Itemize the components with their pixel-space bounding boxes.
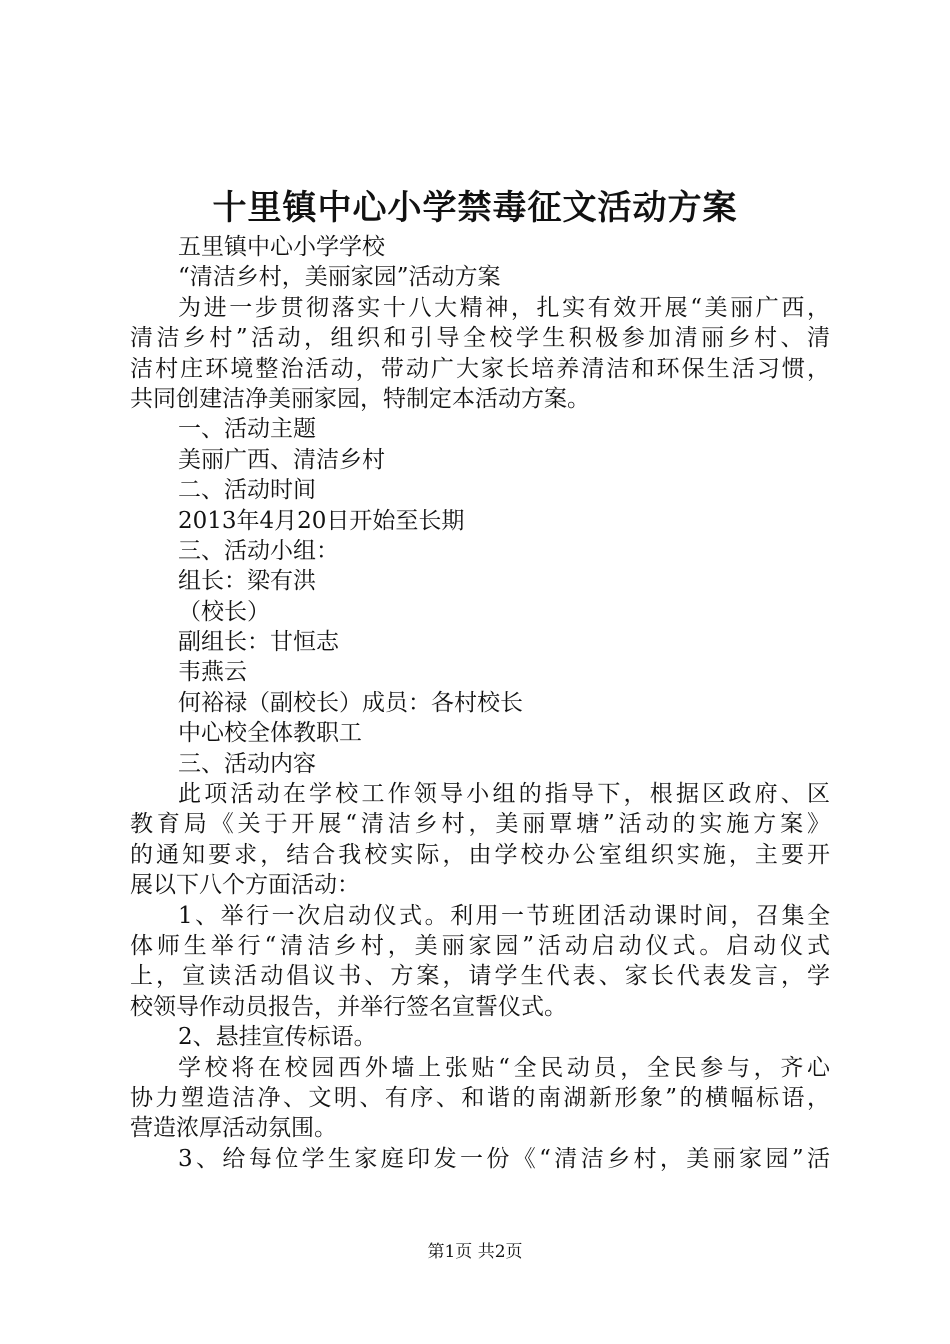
text-line: 何裕禄（副校长）成员：各村校长 bbox=[178, 689, 523, 716]
text-line: 体师生举行“清洁乡村，美丽家园”活动启动仪式。启动仪式 bbox=[130, 932, 830, 959]
text-line: 的通知要求，结合我校实际，由学校办公室组织实施，主要开 bbox=[130, 841, 830, 868]
text-line: 韦燕云 bbox=[178, 659, 247, 686]
text-line: 组长：梁有洪 bbox=[178, 568, 316, 595]
text-line: 协力塑造洁净、文明、有序、和谐的南湖新形象”的横幅标语， bbox=[130, 1084, 830, 1111]
text-line: （校长） bbox=[178, 598, 270, 625]
text-line: 美丽广西、清洁乡村 bbox=[178, 446, 385, 473]
text-line: 学校将在校园西外墙上张贴“全民动员，全民参与，齐心 bbox=[178, 1054, 830, 1081]
text-line: 3、给每位学生家庭印发一份《“清洁乡村，美丽家园”活 bbox=[178, 1145, 830, 1172]
text-line: 一、活动主题 bbox=[178, 416, 316, 443]
text-line: 为进一步贯彻落实十八大精神，扎实有效开展“美丽广西， bbox=[178, 294, 830, 321]
page-footer: 第1页 共2页 bbox=[427, 1242, 523, 1262]
document-body bbox=[130, 232, 830, 1174]
document-title: 十里镇中心小学禁毒征文活动方案 bbox=[212, 188, 738, 228]
text-line: 1、举行一次启动仪式。利用一节班团活动课时间，召集全 bbox=[178, 902, 830, 929]
text-line: 营造浓厚活动氛围。 bbox=[130, 1115, 337, 1142]
text-line: 展以下八个方面活动： bbox=[130, 872, 360, 899]
text-line: 三、活动内容 bbox=[178, 750, 316, 777]
text-line: 五里镇中心小学学校 bbox=[178, 234, 385, 260]
text-line: 中心校全体教职工 bbox=[178, 720, 362, 747]
text-line: 教育局《关于开展“清洁乡村，美丽覃塘”活动的实施方案》 bbox=[130, 811, 830, 838]
text-line: “清洁乡村，美丽家园”活动方案 bbox=[178, 264, 501, 291]
text-line: 共同创建洁净美丽家园，特制定本活动方案。 bbox=[130, 385, 590, 412]
text-line: 2013年4月20日开始至长期 bbox=[178, 507, 465, 534]
text-line: 洁村庄环境整治活动，带动广大家长培养清洁和环保生活习惯， bbox=[130, 355, 830, 382]
text-line: 2、悬挂宣传标语。 bbox=[178, 1024, 377, 1051]
text-line: 二、活动时间 bbox=[178, 477, 316, 504]
text-line: 校领导作动员报告，并举行签名宣誓仪式。 bbox=[130, 993, 567, 1020]
text-line: 副组长：甘恒志 bbox=[178, 629, 339, 656]
text-line: 三、活动小组： bbox=[178, 537, 339, 564]
text-line: 此项活动在学校工作领导小组的指导下，根据区政府、区 bbox=[178, 781, 830, 808]
text-line: 清洁乡村”活动，组织和引导全校学生积极参加清丽乡村、清 bbox=[130, 325, 830, 352]
text-line: 上，宣读活动倡议书、方案，请学生代表、家长代表发言，学 bbox=[130, 963, 830, 990]
